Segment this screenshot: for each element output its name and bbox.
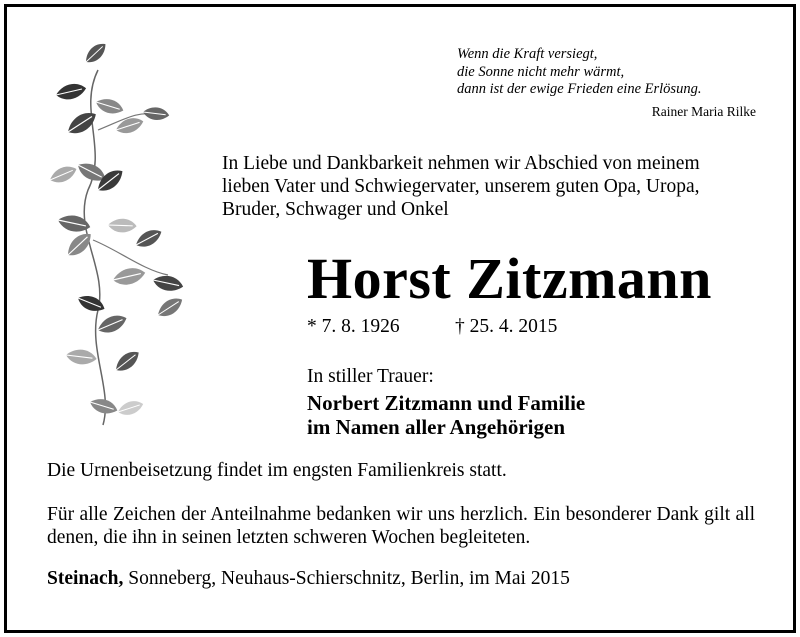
place-main: Steinach, (47, 568, 124, 589)
mourner-line: Norbert Zitzmann und Familie (307, 391, 586, 415)
poem (457, 46, 701, 99)
intro-line: Bruder, Schwager und Onkel (222, 199, 449, 220)
place-rest: Sonneberg, Neuhaus-Schierschnitz, Berlin, im Mai 2015 (123, 568, 570, 589)
poem-line: die Sonne nicht mehr wärmt, (457, 63, 625, 80)
birth-date: * 7. 8. 1926 (307, 316, 400, 337)
burial-note: Die Urnenbeisetzung findet im engsten Familienkreis statt. (47, 460, 507, 481)
poem-author: Rainer Maria Rilke (651, 104, 756, 119)
place-and-date (47, 568, 570, 590)
ivy-leaves-icon (38, 40, 206, 430)
deceased-name: Horst Zitzmann (307, 246, 712, 311)
death-date: † 25. 4. 2015 (455, 316, 558, 337)
mourner-line: im Namen aller Angehörigen (307, 414, 566, 439)
intro-line: In Liebe und Dankbarkeit nehmen wir Abschied von meinem (222, 153, 700, 174)
life-dates (307, 316, 558, 338)
intro-line: lieben Vater und Schwiegervater, unserem guten Opa, Uropa, (222, 176, 700, 197)
mourners (307, 392, 585, 439)
poem-line: Wenn die Kraft versiegt, (457, 46, 598, 62)
intro-text (222, 152, 700, 221)
thanks-paragraph: Für alle Zeichen der Anteilnahme bedanken wir uns herzlich. Ein besonderer Dank gilt all denen, die ihn in seinen letzten schweren Wochen begleiteten. (47, 504, 755, 548)
mourning-label: In stiller Trauer: (307, 366, 434, 387)
poem-line: dann ist der ewige Frieden eine Erlösung. (457, 81, 702, 97)
